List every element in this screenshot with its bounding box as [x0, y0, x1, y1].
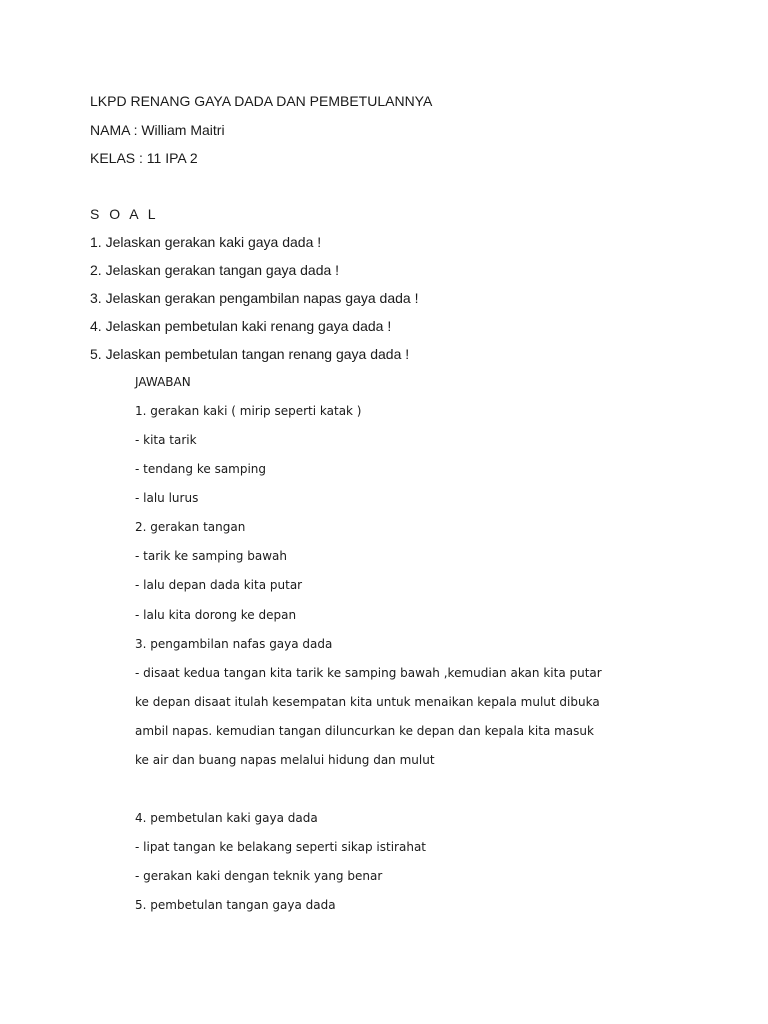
jawaban-heading: JAWABAN: [135, 375, 191, 389]
answer-line: 2. gerakan tangan: [135, 520, 246, 534]
answer-line: ke air dan buang napas melalui hidung dan mulut: [135, 753, 435, 767]
answer-line: 5. pembetulan tangan gaya dada: [135, 898, 336, 912]
answer-line: - lalu lurus: [135, 491, 199, 505]
answer-line: ke depan disaat itulah kesempatan kita untuk menaikan kepala mulut dibuka: [135, 695, 600, 709]
answer-line: 3. pengambilan nafas gaya dada: [135, 637, 333, 651]
student-name: NAMA : William Maitri: [90, 122, 225, 138]
question-3: 3. Jelaskan gerakan pengambilan napas gaya dada !: [90, 290, 419, 306]
answer-line: - tendang ke samping: [135, 462, 267, 476]
soal-heading: S O A L: [90, 206, 159, 222]
question-5: 5. Jelaskan pembetulan tangan renang gaya dada !: [90, 346, 410, 362]
answer-line: 1. gerakan kaki ( mirip seperti katak ): [135, 404, 362, 418]
question-1: 1. Jelaskan gerakan kaki gaya dada !: [90, 234, 322, 250]
answer-line: ambil napas. kemudian tangan diluncurkan ke depan dan kepala kita masuk: [135, 724, 594, 738]
answer-line: - kita tarik: [135, 433, 197, 447]
question-4: 4. Jelaskan pembetulan kaki renang gaya dada !: [90, 318, 392, 334]
answer-line: 4. pembetulan kaki gaya dada: [135, 811, 318, 825]
question-2: 2. Jelaskan gerakan tangan gaya dada !: [90, 262, 340, 278]
answer-line: - lalu kita dorong ke depan: [135, 608, 297, 622]
answer-line: - lipat tangan ke belakang seperti sikap istirahat: [135, 840, 426, 854]
answer-line: - lalu depan dada kita putar: [135, 578, 303, 592]
document-title: LKPD RENANG GAYA DADA DAN PEMBETULANNYA: [90, 93, 433, 109]
student-class: KELAS : 11 IPA 2: [90, 150, 198, 166]
answer-line: - disaat kedua tangan kita tarik ke samping bawah ,kemudian akan kita putar: [135, 666, 602, 680]
answer-line: - tarik ke samping bawah: [135, 549, 287, 563]
answer-line: - gerakan kaki dengan teknik yang benar: [135, 869, 383, 883]
